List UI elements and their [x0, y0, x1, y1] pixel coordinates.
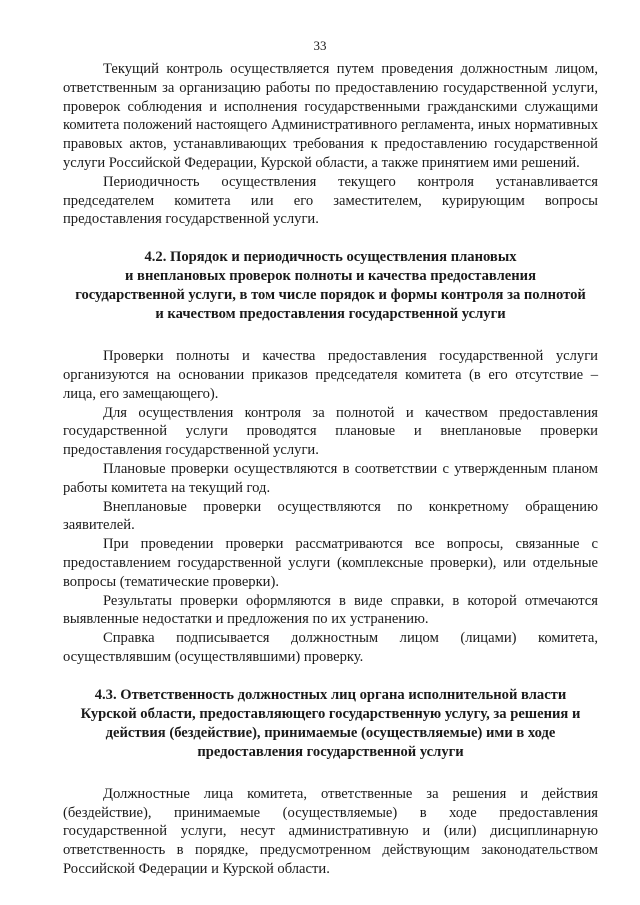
page-number: 33 — [313, 38, 327, 53]
section-heading — [63, 686, 598, 762]
paragraph: Должностные лица комитета, ответственные за решения и действия (бездействие), принимаемые (осуществляемые) в ходе предоставления государственной услуги, несут административную и (или) дисциплинарную ответственность в порядке, предусмотренном действующим законодательством Российской Федерации и Курской области. — [63, 785, 598, 877]
section-heading-line: и качеством предоставления государственной услуги — [155, 306, 506, 323]
paragraph: Для осуществления контроля за полнотой и качеством предоставления государственной услуги проводятся плановые и внеплановые проверки предоставления государственной услуги. — [63, 404, 598, 459]
section-heading-line: государственной услуги, в том числе порядок и формы контроля за полнотой — [75, 287, 586, 304]
section-heading-line: 4.2. Порядок и периодичность осуществления плановых — [144, 249, 517, 266]
paragraph: Внеплановые проверки осуществляются по конкретному обращению заявителей. — [63, 498, 598, 534]
section-heading — [63, 248, 598, 324]
document-body — [63, 60, 598, 879]
section-heading-line: Курской области, предоставляющего государственную услугу, за решения и — [80, 705, 581, 722]
section-heading-line: 4.3. Ответственность должностных лиц органа исполнительной власти — [94, 686, 567, 703]
paragraph: Периодичность осуществления текущего контроля устанавливается председателем комитета или его заместителем, курирующим вопросы предоставления государственной услуги. — [63, 173, 598, 228]
paragraph: При проведении проверки рассматриваются все вопросы, связанные с предоставлением государственной услуги (комплексные проверки), или отдельные вопросы (тематические проверки). — [63, 536, 598, 590]
paragraph: Проверки полноты и качества предоставления государственной услуги организуются на основании приказов председателя комитета (в его отсутствие – лица, его замещающего). — [63, 348, 598, 402]
section-heading-line: и внеплановых проверок полноты и качества предоставления — [125, 268, 536, 285]
section-heading-line: действия (бездействие), принимаемые (осуществляемые) ими в ходе — [105, 724, 556, 741]
paragraph: Плановые проверки осуществляются в соответствии с утвержденным планом работы комитета на текущий год. — [63, 460, 598, 496]
paragraph: Справка подписывается должностным лицом (лицами) комитета, осуществлявшим (осуществлявшими) проверку. — [63, 630, 598, 665]
paragraph: Текущий контроль осуществляется путем проведения должностным лицом, ответственным за организацию работы по предоставлению государственной услуги, проверок соблюдения и исполнения государственными гражданскими служащими комитета положений настоящего Административного регламента, иных нормативных правовых актов, устанавливающих требования к предоставлению государственной услуги Российской Федерации, Курской области, а также принятием ими решений. — [63, 61, 598, 171]
paragraph: Результаты проверки оформляются в виде справки, в которой отмечаются выявленные недостатки и предложения по их устранению. — [63, 592, 598, 628]
section-heading-line: предоставления государственной услуги — [197, 743, 464, 760]
